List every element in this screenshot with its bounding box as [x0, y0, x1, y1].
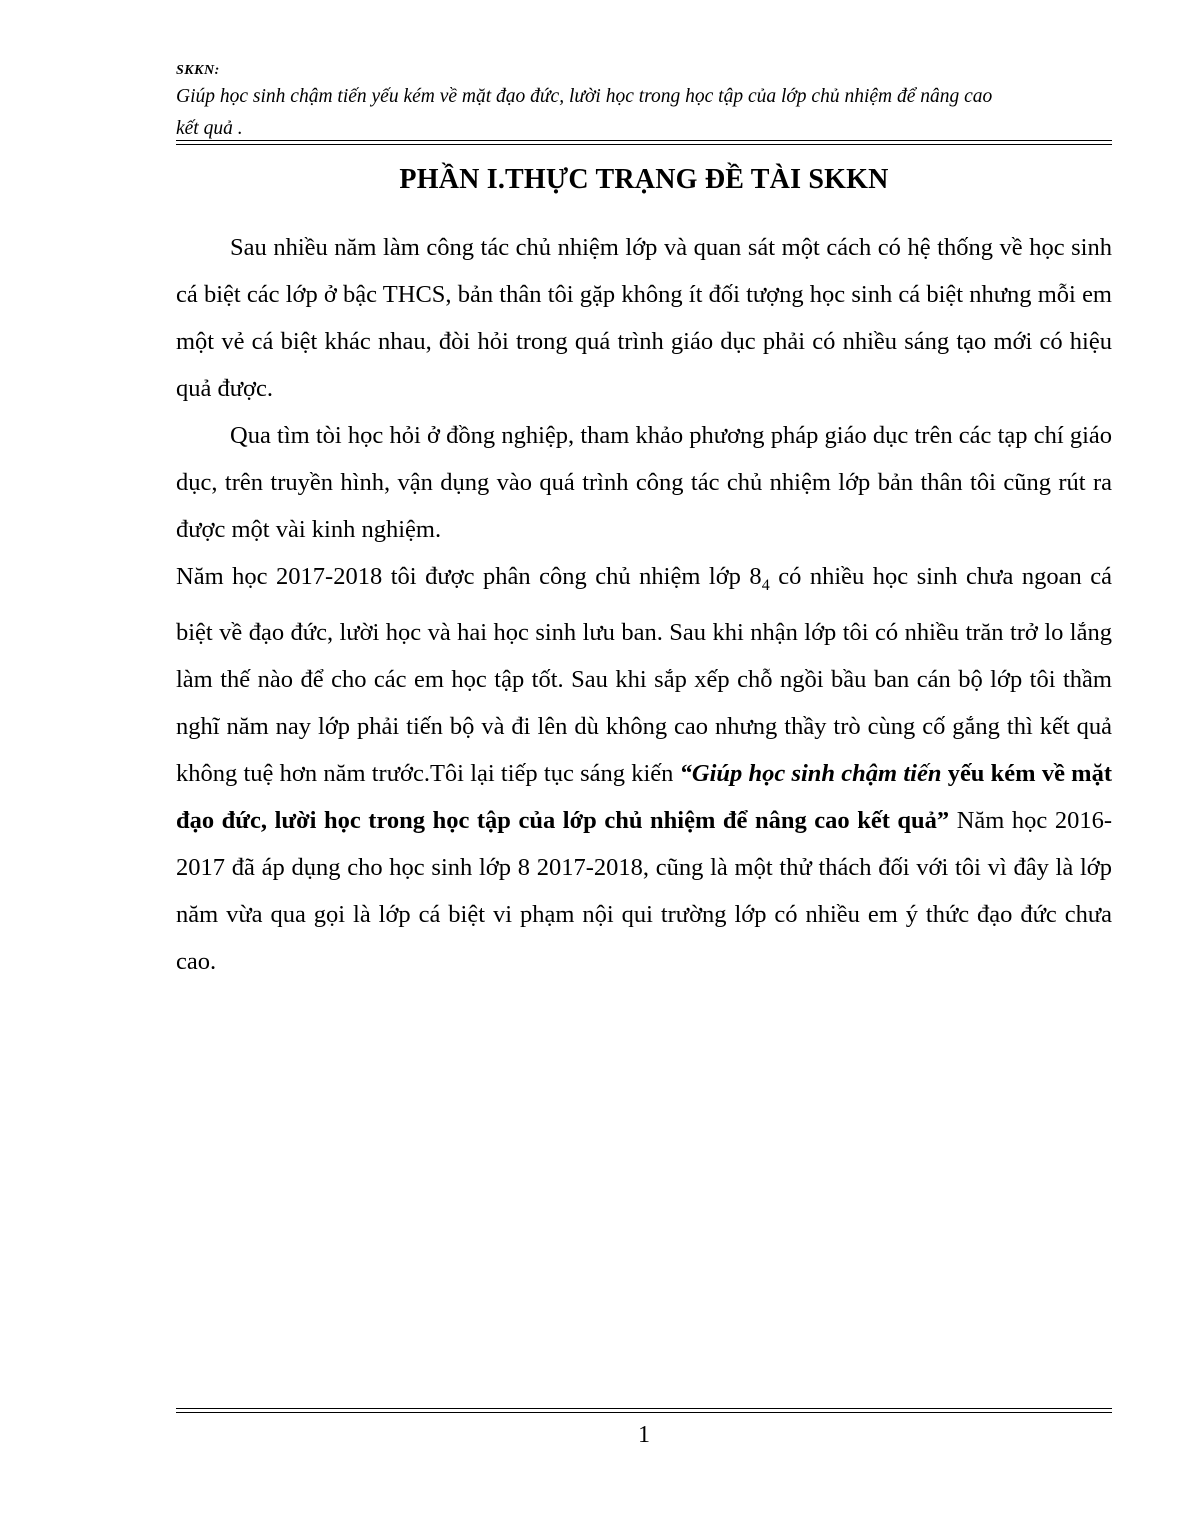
- header-divider-bottom: [176, 144, 1112, 145]
- paragraph-3-text-1: Năm học 2017-2018 tôi được phân công chủ nhiệm lớp 8: [176, 563, 762, 590]
- page-title: PHẦN I.THỰC TRẠNG ĐỀ TÀI SKKN: [399, 164, 889, 195]
- header-label: SKKN:: [176, 63, 220, 78]
- footer-divider-bottom: [176, 1412, 1112, 1413]
- header-title-line-1: Giúp học sinh chậm tiến yếu kém về mặt đạo đức, lười học trong học tập của lớp chủ nhiệm để nâng cao: [176, 86, 993, 107]
- paragraph-3-text-3: Năm học 2016-2017 đã áp dụng cho học sinh lớp 8 2017-2018, cũng là một thử thách đối với tôi vì đây là lớp năm vừa qua gọi là lớp cá biệt vi phạm nội qui trường lớp có nhiều em ý thức đạo đức chưa cao.: [176, 806, 1112, 975]
- document-body: [176, 152, 1112, 985]
- paragraph-3-quote-bold: yếu kém về mặt đạo đức, lười học trong học tập của lớp chủ nhiệm để nâng cao kết quả”: [176, 759, 1112, 834]
- paragraph-3-text-2: có nhiều học sinh chưa ngoan cá biệt về đạo đức, lười học và hai học sinh lưu ban. Sau khi nhận lớp tôi có nhiều trăn trở lo lắng làm thế nào để cho các em học tập tốt. Sau khi sắp xếp chỗ ngồi bầu ban cán bộ lớp tôi thầm nghĩ năm nay lớp phải tiến bộ và đi lên dù không cao nhưng thầy trò cùng cố gắng thì kết quả không tuệ hơn năm trước.Tôi lại tiếp tục sáng kiến: [176, 563, 1112, 787]
- class-subscript: 4: [761, 576, 770, 594]
- page-number: 1: [638, 1422, 650, 1448]
- header-title-line-2: kết quả .: [176, 118, 243, 139]
- paragraph-3: [176, 553, 1112, 985]
- page-header: [176, 62, 1112, 144]
- paragraph-2: Qua tìm tòi học hỏi ở đồng nghiệp, tham khảo phương pháp giáo dục trên các tạp chí giáo dục, trên truyền hình, vận dụng vào quá trình công tác chủ nhiệm lớp bản thân tôi cũng rút ra được một vài kinh nghiệm.: [176, 422, 1112, 543]
- paragraph-3-quote-italic: “Giúp học sinh chậm tiến: [679, 759, 948, 787]
- paragraph-1: Sau nhiều năm làm công tác chủ nhiệm lớp và quan sát một cách có hệ thống về học sinh cá biệt các lớp ở bậc THCS, bản thân tôi gặp không ít đối tượng học sinh cá biệt nhưng mỗi em một vẻ cá biệt khác nhau, đòi hỏi trong quá trình giáo dục phải có nhiều sáng tạo mới có hiệu quả được.: [176, 234, 1112, 402]
- header-divider-top: [176, 140, 1112, 141]
- footer-divider-top: [176, 1408, 1112, 1409]
